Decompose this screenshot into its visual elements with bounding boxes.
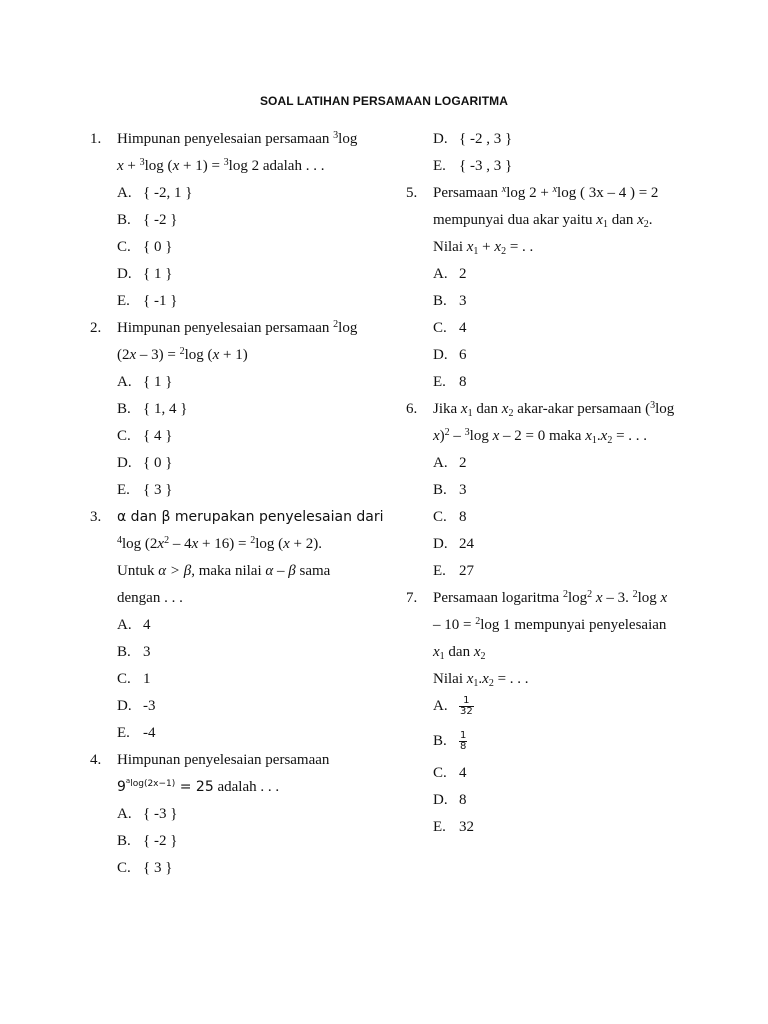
option-e[interactable]: E. 8 bbox=[433, 374, 467, 390]
question-stem-line-1: Himpunan penyelesaian persamaan bbox=[117, 752, 330, 768]
option-b[interactable]: B. { -2 } bbox=[117, 833, 178, 849]
question-stem-line-1: Himpunan penyelesaian persamaan $^2$log bbox=[117, 319, 358, 336]
question-stem-line-1: Jika $x_1$ dan $x_2$ akar-akar persamaan ($^3$log bbox=[433, 400, 675, 419]
option-e[interactable]: E. -4 bbox=[117, 725, 156, 741]
question-number: 5. bbox=[406, 185, 418, 201]
option-b[interactable]: B. { -2 } bbox=[117, 212, 178, 228]
option-d[interactable]: D. { 1 } bbox=[117, 266, 173, 282]
option-a[interactable]: A. { 1 } bbox=[117, 374, 173, 390]
question-stem-line-1: α dan β merupakan penyelesaian dari bbox=[117, 509, 384, 525]
option-c[interactable]: C. 1 bbox=[117, 671, 151, 687]
question-stem-line-3: $x_1$ dan $x_2$ bbox=[433, 644, 486, 662]
question-stem-line-3: Nilai $x_1 + x_2$ = . . bbox=[433, 239, 534, 257]
question-stem-line-2: $^4$log $(2x^2 - 4x + 16) = ^2\log$ (x + 2). bbox=[117, 535, 322, 552]
option-b[interactable]: B. 3 bbox=[433, 293, 467, 309]
question-number: 1. bbox=[90, 131, 102, 147]
option-a[interactable]: A. 2 bbox=[433, 455, 467, 471]
option-d[interactable]: D. 6 bbox=[433, 347, 467, 363]
question-stem-line-1: Persamaan $^x$log 2 + $^x$log ( 3x – 4 ) = 2 bbox=[433, 184, 659, 201]
option-e[interactable]: E. { -1 } bbox=[117, 293, 178, 309]
option-a[interactable]: A. 2 bbox=[433, 266, 467, 282]
option-a[interactable]: A. { -2, 1 } bbox=[117, 185, 193, 201]
question-number: 6. bbox=[406, 401, 418, 417]
option-d[interactable]: D. -3 bbox=[117, 698, 156, 714]
option-c[interactable]: C. 4 bbox=[433, 320, 467, 336]
option-a[interactable]: A. { -3 } bbox=[117, 806, 178, 822]
option-d[interactable]: D. 8 bbox=[433, 792, 467, 808]
question-stem-line-2: – 10 = $^2$log 1 mempunyai penyelesaian bbox=[433, 616, 667, 633]
question-number: 2. bbox=[90, 320, 102, 336]
option-d[interactable]: D. { 0 } bbox=[117, 455, 173, 471]
option-b[interactable]: B. { 1, 4 } bbox=[117, 401, 188, 417]
question-number: 4. bbox=[90, 752, 102, 768]
question-number: 3. bbox=[90, 509, 102, 525]
question-stem-line-2: $9^{^alog(2x-1)} = 25$ adalah . . . bbox=[117, 777, 280, 795]
question-stem-line-4: Nilai $x_1.x_2$ = . . . bbox=[433, 671, 529, 689]
question-stem-line-3: Untuk α > β, maka nilai α – β sama bbox=[117, 563, 331, 579]
option-c[interactable]: C. { 0 } bbox=[117, 239, 173, 255]
question-stem-line-2: (2x – 3) = $^2$log (x + 1) bbox=[117, 346, 248, 363]
question-stem-line-2: x)$^2$ – $^3$log x – 2 = 0 maka $x_1.x_2$ = . . . bbox=[433, 427, 648, 446]
option-e[interactable]: E. { 3 } bbox=[117, 482, 173, 498]
option-c[interactable]: C. { 4 } bbox=[117, 428, 173, 444]
question-stem-line-1: Himpunan penyelesaian persamaan $^3$log bbox=[117, 130, 358, 147]
option-e[interactable]: E. 27 bbox=[433, 563, 474, 579]
question-stem-line-1: Persamaan logaritma $^2\log^2$ x – 3. $^2$log x bbox=[433, 589, 668, 606]
question-stem-line-2: x + $^3$log (x + 1) = $^3$log 2 adalah . . . bbox=[117, 157, 325, 174]
option-b[interactable]: B. 3 bbox=[117, 644, 151, 660]
question-stem-line-4: dengan . . . bbox=[117, 590, 183, 606]
option-e[interactable]: E. { -3 , 3 } bbox=[433, 158, 513, 174]
option-d[interactable]: D. 24 bbox=[433, 536, 474, 552]
question-number: 7. bbox=[406, 590, 418, 606]
fraction: $\frac{1}{32}$ bbox=[460, 695, 473, 718]
option-c[interactable]: C. 8 bbox=[433, 509, 467, 525]
page-title: SOAL LATIHAN PERSAMAAN LOGARITMA bbox=[259, 94, 509, 108]
option-d[interactable]: D. { -2 , 3 } bbox=[433, 131, 513, 147]
option-e[interactable]: E. 32 bbox=[433, 819, 474, 835]
option-b[interactable]: B. 3 bbox=[433, 482, 467, 498]
option-b[interactable]: B. $\frac{1}{8}$ bbox=[433, 730, 467, 753]
option-a[interactable]: A. $\frac{1}{32}$ bbox=[433, 695, 473, 718]
option-c[interactable]: C. 4 bbox=[433, 765, 467, 781]
option-c[interactable]: C. { 3 } bbox=[117, 860, 173, 876]
fraction: $\frac{1}{8}$ bbox=[460, 730, 467, 753]
question-stem-line-2: mempunyai dua akar yaitu $x_1$ dan $x_2$. bbox=[433, 212, 653, 230]
option-a[interactable]: A. 4 bbox=[117, 617, 151, 633]
